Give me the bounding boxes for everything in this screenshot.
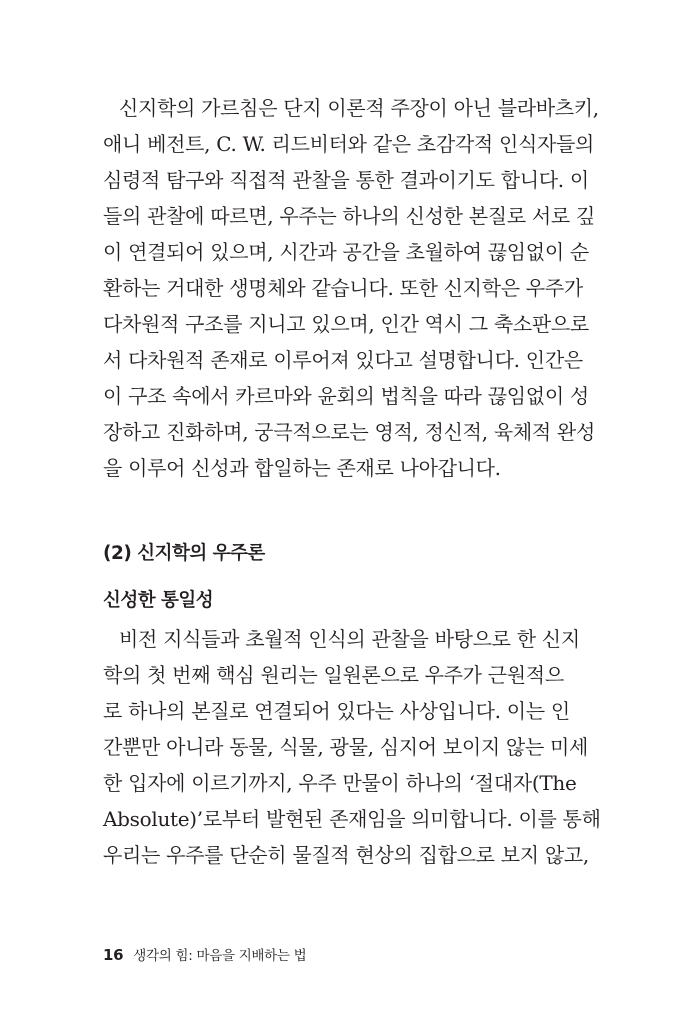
section-heading: (2) 신지학의 우주론: [103, 543, 265, 564]
text-line: 심령적 탐구와 직접적 관찰을 통한 결과이기도 합니다. 이: [103, 168, 589, 192]
text-line: 들의 관찰에 따르면, 우주는 하나의 신성한 본질로 서로 깊: [103, 204, 595, 228]
body-paragraph-2: [103, 621, 601, 873]
text-line: 장하고 진화하며, 궁극적으로는 영적, 정신적, 육체적 완성: [103, 420, 595, 444]
text-line: 신지학의 가르침은 단지 이론적 주장이 아닌 블라바츠키,: [119, 96, 599, 120]
text-line: 환하는 거대한 생명체와 같습니다. 또한 신지학은 우주가: [103, 276, 583, 300]
text-line: 한 입자에 이르기까지, 우주 만물이 하나의 ‘절대자(The: [103, 771, 577, 795]
text-line: 학의 첫 번째 핵심 원리는 일원론으로 우주가 근원적으: [103, 663, 564, 687]
text-line: 이 구조 속에서 카르마와 윤회의 법칙을 따라 끊임없이 성: [103, 384, 589, 408]
text-line: 우리는 우주를 단순히 물질적 현상의 집합으로 보지 않고,: [103, 843, 589, 867]
text-line: 애니 베전트, C. W. 리드비터와 같은 초감각적 인식자들의: [103, 132, 595, 156]
text-line: 다차원적 구조를 지니고 있으며, 인간 역시 그 축소판으로: [103, 312, 589, 336]
text-line: 이 연결되어 있으며, 시간과 공간을 초월하여 끊임없이 순: [103, 240, 589, 264]
text-line: 을 이루어 신성과 합일하는 존재로 나아갑니다.: [103, 456, 501, 480]
text-line: 간뿐만 아니라 동물, 식물, 광물, 심지어 보이지 않는 미세: [103, 735, 589, 759]
text-line: 서 다차원적 존재로 이루어져 있다고 설명합니다. 인간은: [103, 348, 583, 372]
sub-heading: 신성한 통일성: [103, 590, 214, 611]
running-title: 생각의 힘: 마음을 지배하는 법: [133, 948, 307, 964]
text-line: 로 하나의 본질로 연결되어 있다는 사상입니다. 이는 인: [103, 699, 570, 723]
text-line: Absolute)’로부터 발현된 존재임을 의미합니다. 이를 통해: [103, 807, 601, 831]
text-line: 비전 지식들과 초월적 인식의 관찰을 바탕으로 한 신지: [119, 627, 580, 651]
page-footer: [103, 945, 306, 966]
page-number: 16: [103, 946, 124, 964]
body-paragraph-1: [103, 90, 599, 486]
